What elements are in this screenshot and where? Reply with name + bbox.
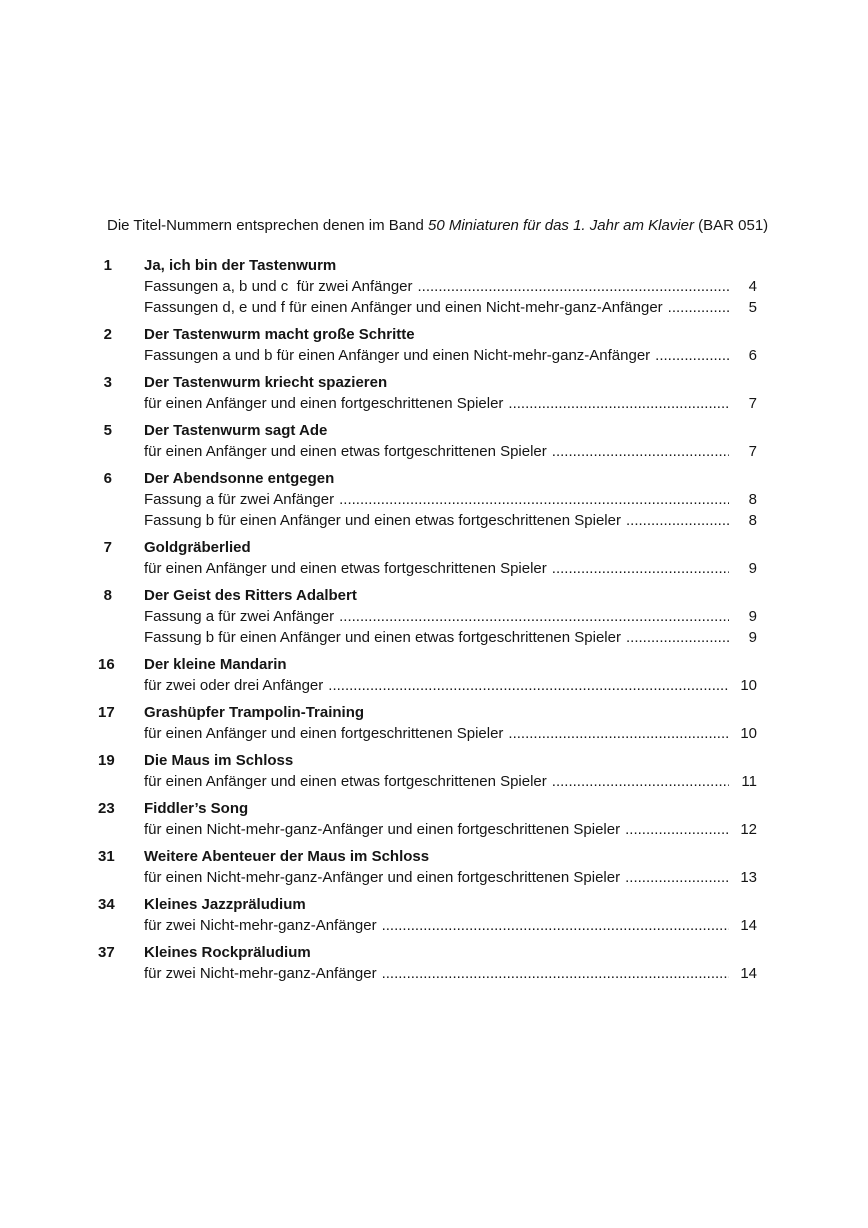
entry-number: 7	[103, 539, 112, 556]
toc-entry	[98, 942, 757, 984]
toc-entry	[98, 537, 757, 579]
toc-entry	[98, 420, 757, 462]
entry-number: 1	[103, 257, 112, 274]
entry-page-number: 9	[748, 560, 757, 577]
entry-line-text: für einen Anfänger und einen fortgeschrittenen Spieler	[144, 395, 504, 412]
entry-line-text: Fassung b für einen Anfänger und einen etwas fortgeschrittenen Spieler	[144, 629, 621, 646]
entry-line	[144, 867, 757, 888]
dot-leader	[626, 510, 729, 531]
entry-number: 8	[103, 587, 112, 604]
toc-entry	[98, 255, 757, 318]
dot-leader	[382, 915, 729, 936]
entry-body	[144, 894, 757, 936]
entry-body	[144, 255, 757, 318]
entry-page-number: 8	[748, 512, 757, 529]
entry-page-number: 11	[741, 773, 757, 790]
entry-page-number: 9	[748, 629, 757, 646]
entry-page-number: 14	[740, 965, 757, 982]
book-title: 50 Miniaturen für das 1. Jahr am Klavier	[428, 217, 694, 234]
entry-title: Fiddler’s Song	[144, 800, 249, 817]
dot-leader	[382, 963, 729, 984]
dot-leader	[625, 867, 729, 888]
entry-number: 6	[103, 470, 112, 487]
dot-leader	[339, 606, 729, 627]
dot-leader	[418, 276, 730, 297]
entry-title: Goldgräberlied	[144, 539, 251, 556]
entry-title: Der Tastenwurm sagt Ade	[144, 422, 328, 439]
dot-leader	[508, 723, 729, 744]
dot-leader	[508, 393, 729, 414]
entry-number: 31	[98, 848, 115, 865]
dot-leader	[668, 297, 729, 318]
entry-title: Der Geist des Ritters Adalbert	[144, 587, 357, 604]
entry-line-text: für einen Nicht-mehr-ganz-Anfänger und einen fortgeschrittenen Spieler	[144, 821, 621, 838]
entry-title: Weitere Abenteuer der Maus im Schloss	[144, 848, 430, 865]
entry-line-text: Fassungen a, b und c für zwei Anfänger	[144, 278, 413, 295]
entry-number: 37	[98, 944, 115, 961]
entry-line	[144, 771, 757, 792]
entry-number: 34	[98, 896, 115, 913]
toc-entry	[98, 654, 757, 696]
entry-line	[144, 441, 757, 462]
entry-line-text: für einen Anfänger und einen etwas fortgeschrittenen Spieler	[144, 443, 547, 460]
entry-title: Ja, ich bin der Tastenwurm	[144, 257, 337, 274]
entry-title: Grashüpfer Trampolin-Training	[144, 704, 365, 721]
entry-line	[144, 510, 757, 531]
entry-page-number: 7	[748, 395, 757, 412]
entry-body	[144, 372, 757, 414]
intro-note-prefix: Die Titel-Nummern entsprechen denen im Band	[107, 217, 428, 234]
entry-line-text: Fassung b für einen Anfänger und einen etwas fortgeschrittenen Spieler	[144, 512, 621, 529]
entry-body	[144, 585, 757, 648]
entry-number: 5	[103, 422, 112, 439]
toc-entry	[98, 372, 757, 414]
dot-leader	[339, 489, 729, 510]
entry-page-number: 14	[740, 917, 757, 934]
entry-body	[144, 846, 757, 888]
entry-line	[144, 345, 757, 366]
entry-line	[144, 723, 757, 744]
intro-note	[107, 215, 769, 236]
toc-entry	[98, 750, 757, 792]
entry-number: 16	[98, 656, 115, 673]
dot-leader	[328, 675, 729, 696]
entry-line-text: für einen Nicht-mehr-ganz-Anfänger und einen fortgeschrittenen Spieler	[144, 869, 621, 886]
toc-entry	[98, 894, 757, 936]
toc-entry	[98, 702, 757, 744]
dot-leader	[625, 819, 729, 840]
entry-body	[144, 798, 757, 840]
toc-entry	[98, 324, 757, 366]
entry-title: Der Tastenwurm macht große Schritte	[144, 326, 415, 343]
entry-line-text: für einen Anfänger und einen fortgeschrittenen Spieler	[144, 725, 504, 742]
entry-line-text: Fassungen d, e und f für einen Anfänger und einen Nicht-mehr-ganz-Anfänger	[144, 299, 663, 316]
entry-page-number: 12	[740, 821, 757, 838]
entry-line	[144, 627, 757, 648]
entry-title: Der Tastenwurm kriecht spazieren	[144, 374, 388, 391]
entry-page-number: 5	[748, 299, 757, 316]
intro-note-suffix: (BAR 051)	[693, 217, 769, 234]
entry-line-text: für zwei Nicht-mehr-ganz-Anfänger	[144, 917, 377, 934]
toc-entry	[98, 798, 757, 840]
entry-line	[144, 297, 757, 318]
entry-line	[144, 489, 757, 510]
entry-line-text: für einen Anfänger und einen etwas fortgeschrittenen Spieler	[144, 560, 547, 577]
entry-line	[144, 675, 757, 696]
entry-line-text: für einen Anfänger und einen etwas fortgeschrittenen Spieler	[144, 773, 547, 790]
dot-leader	[552, 771, 729, 792]
entry-title: Kleines Rockpräludium	[144, 944, 311, 961]
entry-title: Kleines Jazzpräludium	[144, 896, 306, 913]
entry-line-text: Fassungen a und b für einen Anfänger und einen Nicht-mehr-ganz-Anfänger	[144, 347, 651, 364]
entry-number: 2	[103, 326, 112, 343]
entry-page-number: 6	[748, 347, 757, 364]
entry-page-number: 4	[748, 278, 757, 295]
dot-leader	[552, 558, 729, 579]
entry-body	[144, 702, 757, 744]
entry-body	[144, 537, 757, 579]
toc-entry	[98, 468, 757, 531]
entry-number: 23	[98, 800, 115, 817]
entry-line	[144, 819, 757, 840]
entry-line	[144, 393, 757, 414]
entry-body	[144, 654, 757, 696]
entry-title: Der kleine Mandarin	[144, 656, 287, 673]
entry-title: Der Abendsonne entgegen	[144, 470, 335, 487]
entry-body	[144, 942, 757, 984]
entry-page-number: 8	[748, 491, 757, 508]
entry-page-number: 9	[748, 608, 757, 625]
entry-page-number: 13	[740, 869, 757, 886]
entry-body	[144, 420, 757, 462]
entry-line-text: für zwei Nicht-mehr-ganz-Anfänger	[144, 965, 377, 982]
entry-line-text: für zwei oder drei Anfänger	[144, 677, 324, 694]
entry-body	[144, 750, 757, 792]
dot-leader	[552, 441, 729, 462]
toc-content	[98, 215, 769, 990]
entry-body	[144, 468, 757, 531]
entry-page-number: 7	[748, 443, 757, 460]
entry-line	[144, 963, 757, 984]
toc-entry	[98, 585, 757, 648]
toc-entry	[98, 846, 757, 888]
entry-number: 3	[103, 374, 112, 391]
entry-line-text: Fassung a für zwei Anfänger	[144, 491, 335, 508]
dot-leader	[655, 345, 729, 366]
entry-number: 19	[98, 752, 115, 769]
entry-title: Die Maus im Schloss	[144, 752, 294, 769]
entry-line	[144, 606, 757, 627]
entry-line	[144, 558, 757, 579]
entry-line	[144, 276, 757, 297]
dot-leader	[626, 627, 729, 648]
entry-body	[144, 324, 757, 366]
entry-number: 17	[98, 704, 115, 721]
entry-line	[144, 915, 757, 936]
entry-line-text: Fassung a für zwei Anfänger	[144, 608, 335, 625]
entry-page-number: 10	[740, 725, 757, 742]
entry-page-number: 10	[740, 677, 757, 694]
